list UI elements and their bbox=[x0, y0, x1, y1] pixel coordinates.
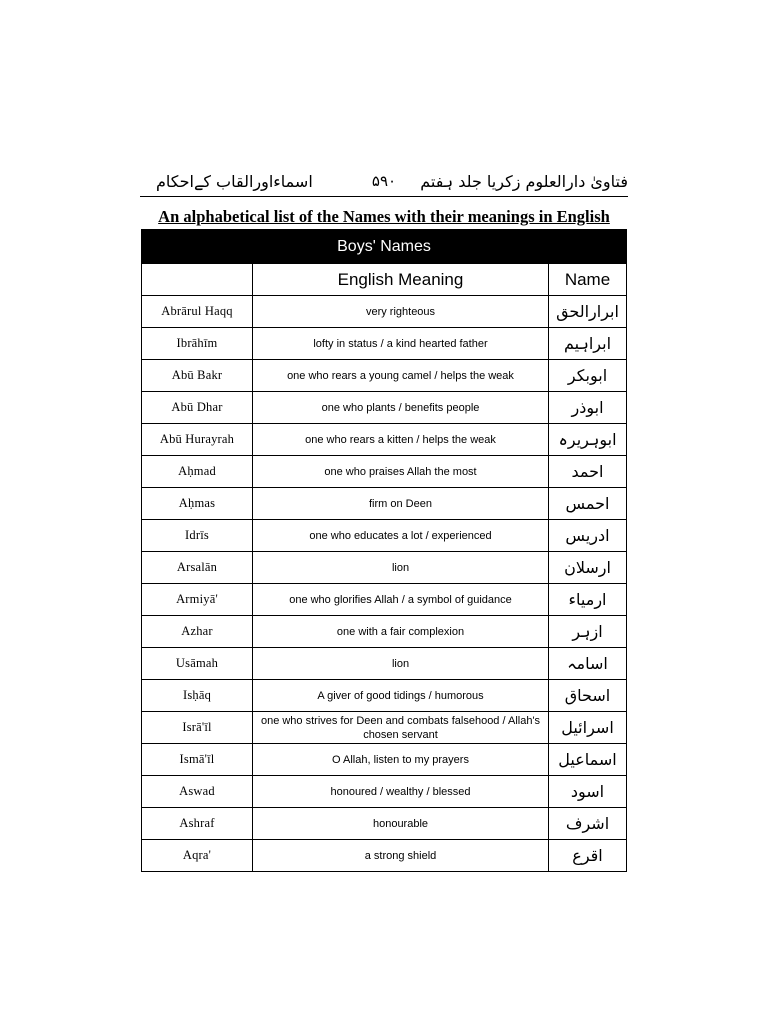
name-urdu: اشرف bbox=[549, 808, 627, 840]
name-transliteration: Isḥāq bbox=[142, 680, 253, 712]
table-row bbox=[142, 840, 627, 872]
table-row bbox=[142, 360, 627, 392]
column-header-row bbox=[142, 264, 627, 296]
name-transliteration: Arsalān bbox=[142, 552, 253, 584]
name-meaning: A giver of good tidings / humorous bbox=[253, 680, 549, 712]
name-urdu: احمس bbox=[549, 488, 627, 520]
table-banner: Boys' Names bbox=[142, 230, 627, 264]
name-urdu: ارمیاء bbox=[549, 584, 627, 616]
name-meaning: lofty in status / a kind hearted father bbox=[253, 328, 549, 360]
name-urdu: اسود bbox=[549, 776, 627, 808]
name-meaning: honourable bbox=[253, 808, 549, 840]
name-urdu: ارسلان bbox=[549, 552, 627, 584]
table-row bbox=[142, 520, 627, 552]
name-meaning: lion bbox=[253, 552, 549, 584]
name-meaning: a strong shield bbox=[253, 840, 549, 872]
name-meaning: very righteous bbox=[253, 296, 549, 328]
table-row bbox=[142, 296, 627, 328]
name-meaning: one who glorifies Allah / a symbol of guidance bbox=[253, 584, 549, 616]
name-urdu: ابوذر bbox=[549, 392, 627, 424]
table-row bbox=[142, 680, 627, 712]
name-transliteration: Usāmah bbox=[142, 648, 253, 680]
name-urdu: اسرائیل bbox=[549, 712, 627, 744]
table-banner-row bbox=[142, 230, 627, 264]
table-row bbox=[142, 392, 627, 424]
name-transliteration: Aswad bbox=[142, 776, 253, 808]
name-transliteration: Abrārul Haqq bbox=[142, 296, 253, 328]
name-transliteration: Abū Bakr bbox=[142, 360, 253, 392]
name-meaning: one who praises Allah the most bbox=[253, 456, 549, 488]
boys-names-table bbox=[141, 229, 627, 872]
table-row bbox=[142, 776, 627, 808]
name-urdu: احمد bbox=[549, 456, 627, 488]
name-transliteration: Abū Dhar bbox=[142, 392, 253, 424]
page-title: An alphabetical list of the Names with their meanings in English bbox=[158, 207, 610, 226]
table-row bbox=[142, 712, 627, 744]
name-meaning: one with a fair complexion bbox=[253, 616, 549, 648]
name-transliteration: Azhar bbox=[142, 616, 253, 648]
name-transliteration: Abū Hurayrah bbox=[142, 424, 253, 456]
name-urdu: اقرع bbox=[549, 840, 627, 872]
table-row bbox=[142, 584, 627, 616]
name-urdu: ازہر bbox=[549, 616, 627, 648]
name-urdu: ابوہریرہ bbox=[549, 424, 627, 456]
name-urdu: اسامہ bbox=[549, 648, 627, 680]
name-urdu: ادریس bbox=[549, 520, 627, 552]
name-meaning: one who rears a kitten / helps the weak bbox=[253, 424, 549, 456]
name-meaning: honoured / wealthy / blessed bbox=[253, 776, 549, 808]
name-meaning: one who educates a lot / experienced bbox=[253, 520, 549, 552]
name-meaning: lion bbox=[253, 648, 549, 680]
running-head bbox=[140, 168, 628, 197]
name-transliteration: Aḥmas bbox=[142, 488, 253, 520]
name-meaning: O Allah, listen to my prayers bbox=[253, 744, 549, 776]
running-head-book-title: فتاویٰ دارالعلوم زکریا جلد ہفتم bbox=[420, 172, 628, 191]
name-urdu: اسماعیل bbox=[549, 744, 627, 776]
running-head-section-title: اسماءاورالقاب کےاحکام bbox=[156, 172, 313, 191]
name-meaning: one who rears a young camel / helps the weak bbox=[253, 360, 549, 392]
table-row bbox=[142, 744, 627, 776]
table-row bbox=[142, 456, 627, 488]
name-transliteration: Ismā'īl bbox=[142, 744, 253, 776]
table-row bbox=[142, 424, 627, 456]
name-urdu: ابرارالحق bbox=[549, 296, 627, 328]
table-row bbox=[142, 552, 627, 584]
name-meaning: firm on Deen bbox=[253, 488, 549, 520]
name-transliteration: Ibrāhīm bbox=[142, 328, 253, 360]
name-transliteration: Armiyā' bbox=[142, 584, 253, 616]
table-row bbox=[142, 648, 627, 680]
column-header-transliteration bbox=[142, 264, 253, 296]
table-row bbox=[142, 328, 627, 360]
column-header-meaning: English Meaning bbox=[253, 264, 549, 296]
table-row bbox=[142, 616, 627, 648]
name-transliteration: Ashraf bbox=[142, 808, 253, 840]
page-number: ۵۹۰ bbox=[371, 172, 397, 190]
name-urdu: ابوبکر bbox=[549, 360, 627, 392]
table-row bbox=[142, 488, 627, 520]
column-header-name: Name bbox=[549, 264, 627, 296]
name-transliteration: Isrā'īl bbox=[142, 712, 253, 744]
name-transliteration: Idrīs bbox=[142, 520, 253, 552]
name-urdu: ابراہیم bbox=[549, 328, 627, 360]
name-meaning: one who strives for Deen and combats falsehood / Allah's chosen servant bbox=[253, 712, 549, 744]
table-row bbox=[142, 808, 627, 840]
name-urdu: اسحاق bbox=[549, 680, 627, 712]
name-meaning: one who plants / benefits people bbox=[253, 392, 549, 424]
name-transliteration: Aḥmad bbox=[142, 456, 253, 488]
name-transliteration: Aqra' bbox=[142, 840, 253, 872]
